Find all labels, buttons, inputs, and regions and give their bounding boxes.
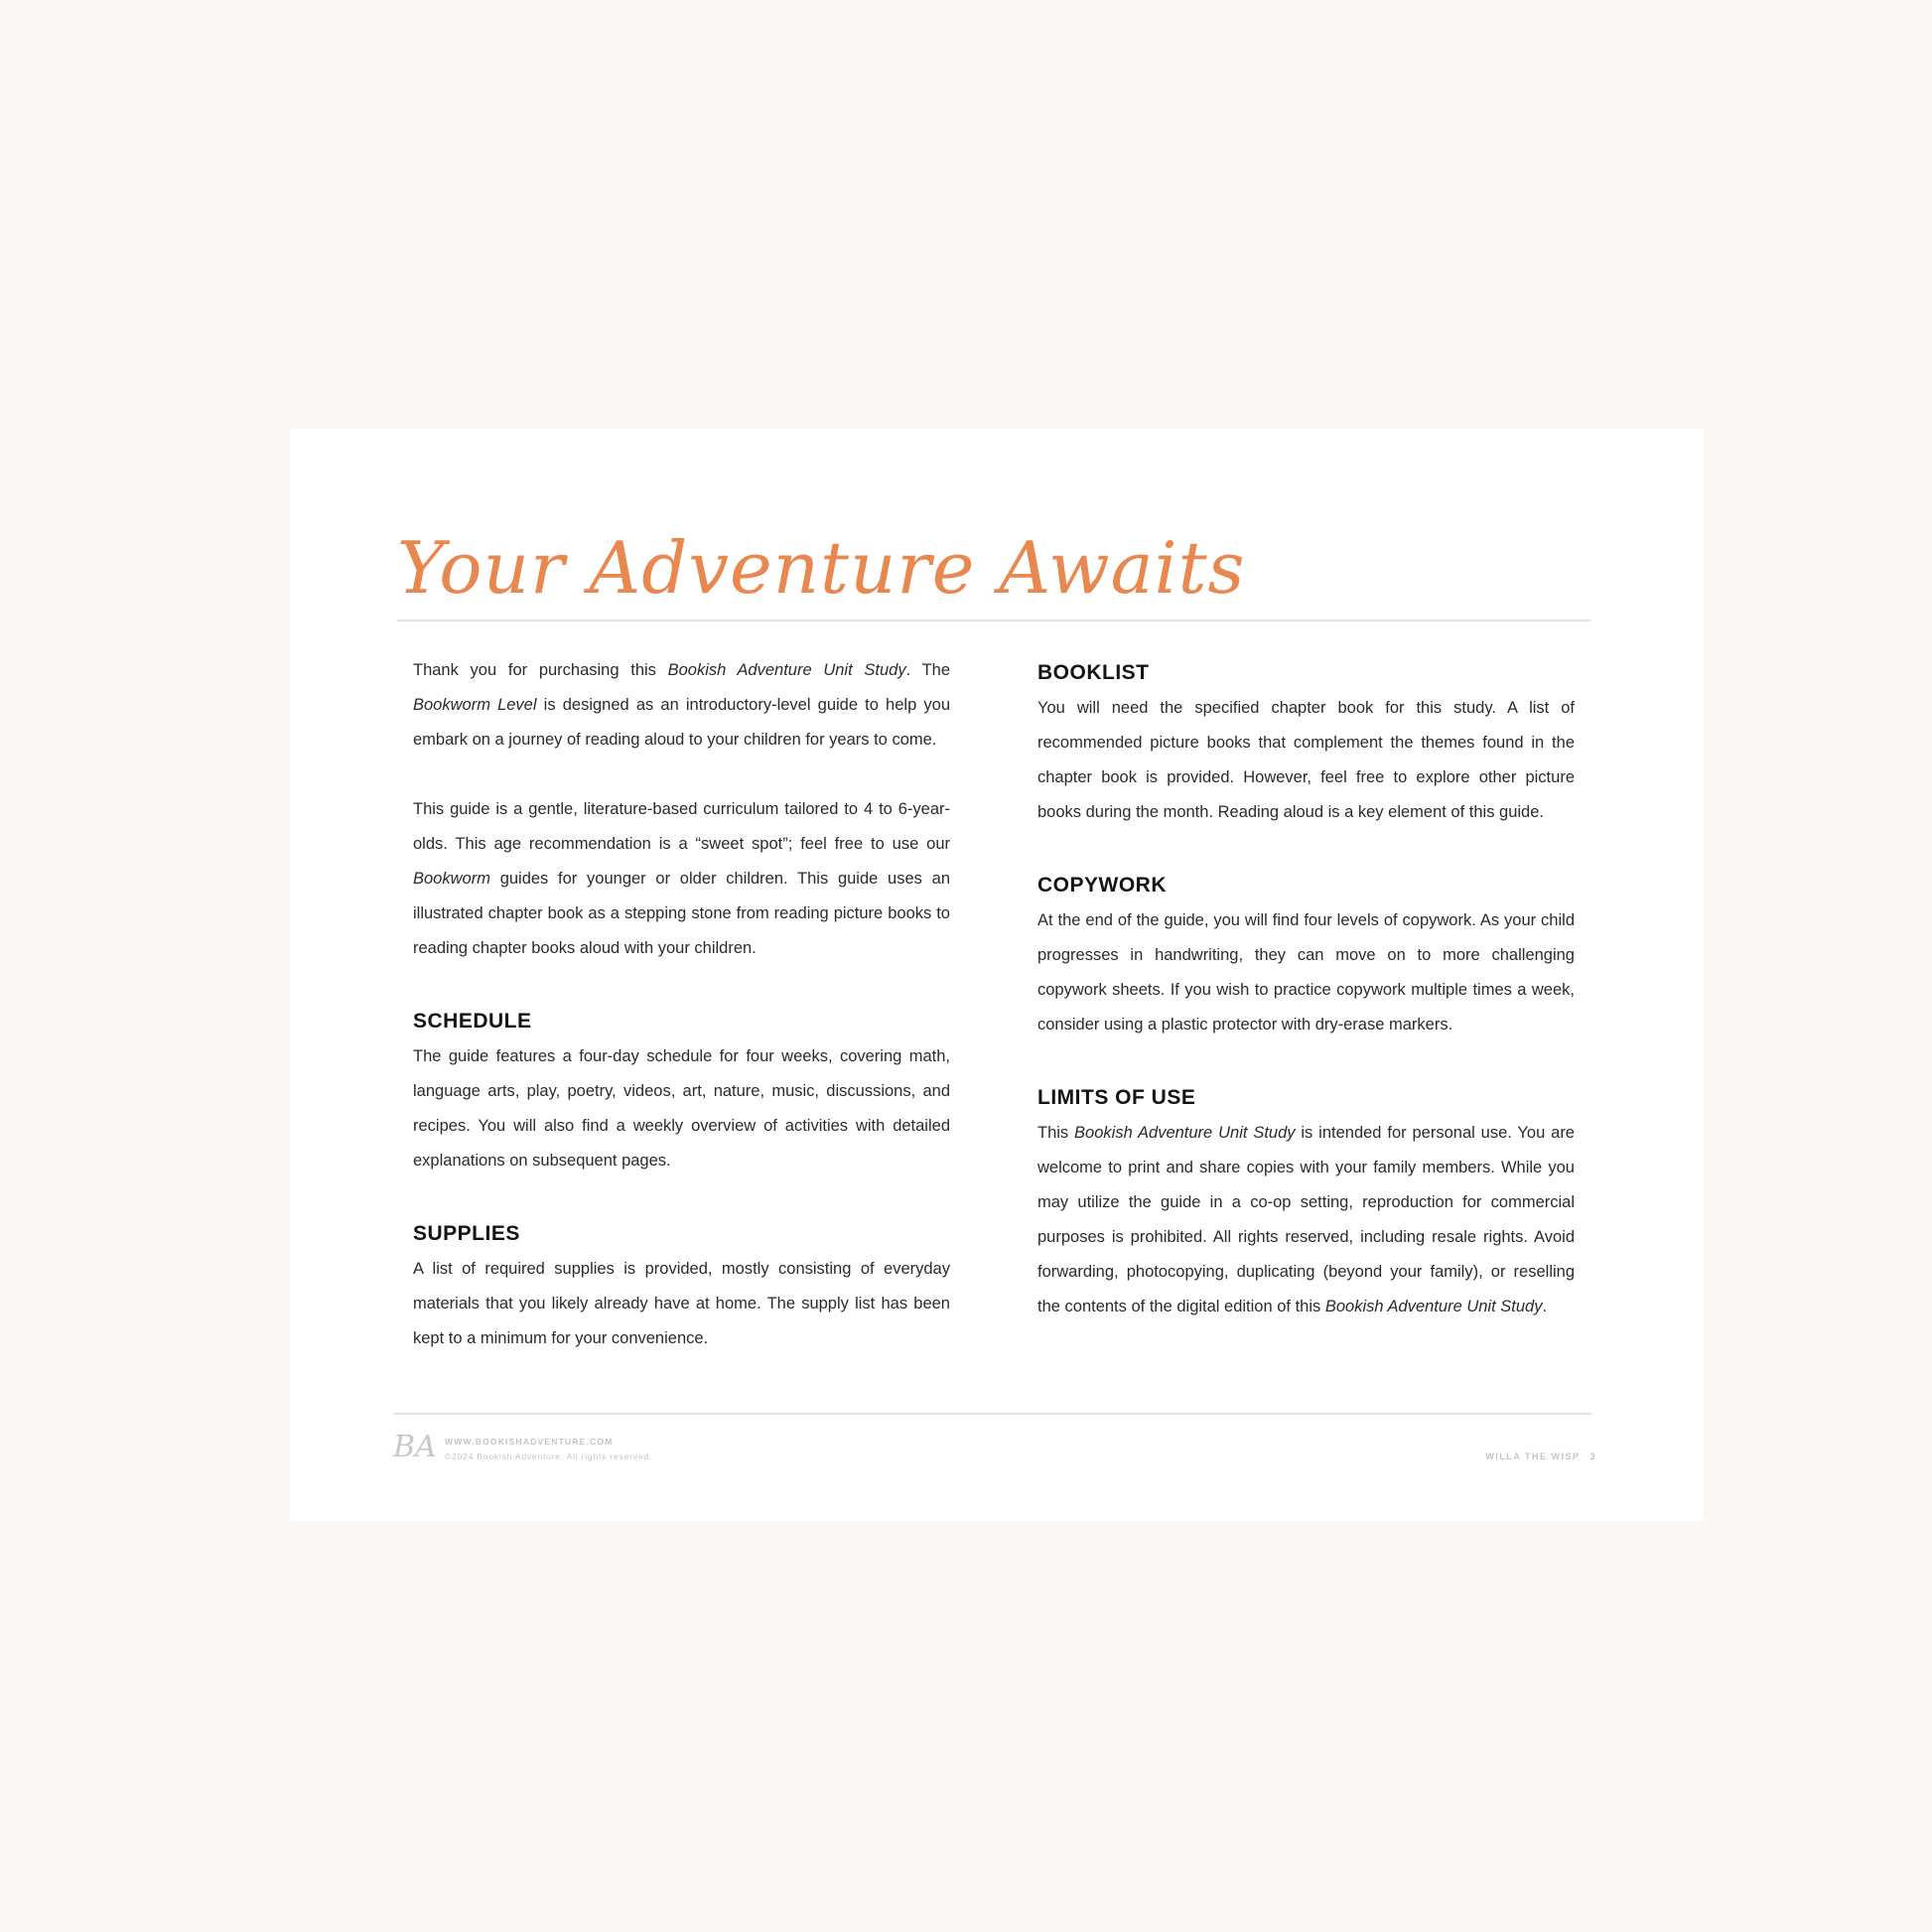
title-divider [397, 620, 1590, 621]
intro-paragraph-1: Thank you for purchasing this Bookish Adventure Unit Study. The Bookworm Level is designed as an introductory-level guide to help you embark on a journey of reading aloud to your children for years to come. [413, 661, 950, 749]
copywork-section [1037, 868, 1575, 1042]
copywork-heading: COPYWORK [1037, 874, 1167, 897]
footer-book-info [1485, 1450, 1596, 1462]
left-column [413, 653, 950, 1394]
schedule-body: The guide features a four-day schedule for four weeks, covering math, language arts, play, poetry, videos, art, nature, music, discussions, and recipes. You will also find a weekly overview of activities with detailed explanations on subsequent pages. [413, 1047, 950, 1170]
footer-divider [393, 1413, 1592, 1415]
booklist-heading: BOOKLIST [1037, 661, 1150, 684]
supplies-body: A list of required supplies is provided, mostly consisting of everyday materials that you likely already have at home. The supply list has been kept to a minimum for your convenience. [413, 1260, 950, 1347]
schedule-heading: SCHEDULE [413, 1010, 532, 1033]
intro-paragraph-2: This guide is a gentle, literature-based curriculum tailored to 4 to 6-year-olds. This age recommendation is a “sweet spot”; feel free to use our Bookworm guides for younger or older children. This guide uses an illustrated chapter book as a stepping stone from reading picture books to reading chapter books aloud with your children. [413, 800, 950, 957]
footer-website: WWW.BOOKISHADVENTURE.COM [445, 1437, 614, 1447]
booklist-section [1037, 655, 1575, 830]
document-page [290, 429, 1704, 1521]
supplies-section [413, 1216, 950, 1356]
schedule-section [413, 1004, 950, 1178]
booklist-body: You will need the specified chapter book for this study. A list of recommended picture books that complement the themes found in the chapter book is provided. However, feel free to explore other picture books during the month. Reading aloud is a key element of this guide. [1037, 699, 1575, 821]
limits-section [1037, 1080, 1575, 1324]
page-number: 3 [1589, 1451, 1596, 1461]
limits-heading: LIMITS OF USE [1037, 1086, 1196, 1109]
brand-logo: BA [393, 1430, 437, 1464]
copywork-body: At the end of the guide, you will find four levels of copywork. As your child progresses in handwriting, they can move on to more challenging copywork sheets. If you wish to practice copywork multiple times a week, consider using a plastic protector with dry-erase markers. [1037, 911, 1575, 1034]
right-column [1037, 655, 1575, 1362]
page-title: Your Adventure Awaits [397, 526, 1246, 610]
limits-body: This Bookish Adventure Unit Study is intended for personal use. You are welcome to print and share copies with your family members. While you may utilize the guide in a co-op setting, reproduction for commercial purposes is prohibited. All rights reserved, including resale rights. Avoid forwarding, photocopying, duplicating (beyond your family), or reselling the contents of the digital edition of this Bookish Adventure Unit Study. [1037, 1124, 1575, 1315]
footer-book-title: WILLA THE WISP [1485, 1451, 1581, 1461]
footer-copyright: ©2024 Bookish Adventure. All rights reserved. [445, 1451, 653, 1461]
supplies-heading: SUPPLIES [413, 1222, 520, 1245]
